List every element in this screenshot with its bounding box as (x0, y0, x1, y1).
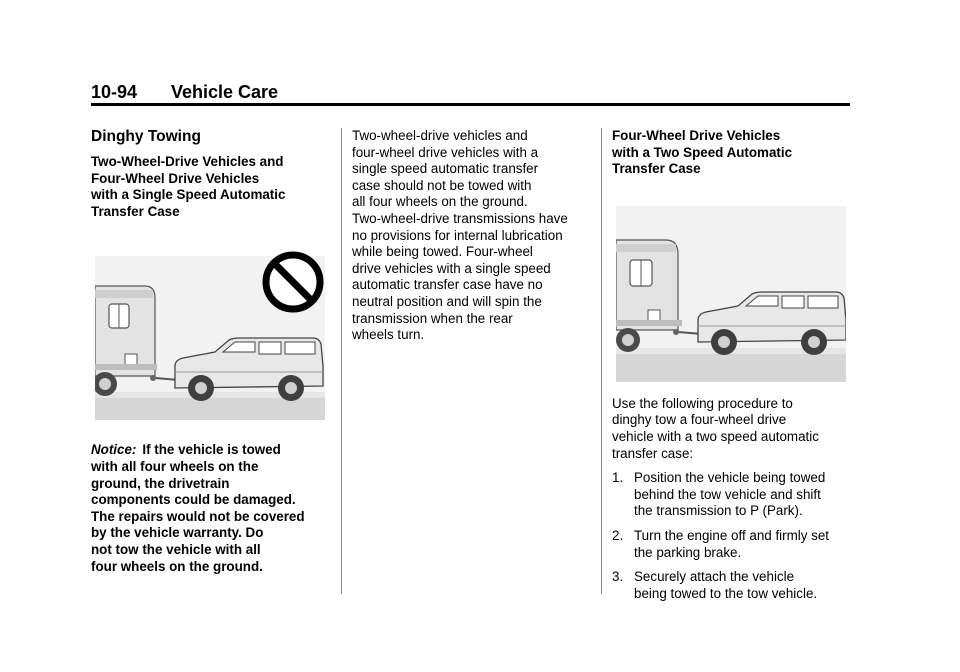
step-number: 1. (612, 470, 624, 486)
header-rule (91, 103, 850, 106)
illustration-no-dinghy-towing (95, 248, 325, 420)
page-header (91, 80, 851, 106)
step-text: Securely attach the vehicle being towed to the tow vehicle. (634, 569, 818, 601)
list-item (612, 528, 852, 561)
step-text: Turn the engine off and firmly set the parking brake. (634, 527, 830, 560)
subsection-heading: Two-Wheel-Drive Vehicles and Four-Wheel Drive Vehicles with a Single Speed Automatic Transfer Case (91, 154, 286, 219)
column-divider (341, 128, 342, 594)
notice-block (91, 442, 327, 575)
subsection-heading: Four-Wheel Drive Vehicles with a Two Speed Automatic Transfer Case (612, 128, 793, 177)
section-heading: Dinghy Towing (91, 128, 201, 145)
column-middle (352, 128, 592, 344)
column-divider (601, 128, 602, 594)
section-title: Vehicle Care (171, 82, 279, 102)
notice-label: Notice: (91, 442, 137, 458)
list-item (612, 470, 852, 520)
body-paragraph: Two-wheel-drive vehicles and four-wheel drive vehicles with a single speed automatic transfer case should not be towed with all four wheels on the ground. Two-wheel-drive transmissions have no provisions for internal lubrication while being towed. Four-wheel drive vehicles with a single speed automatic transfer case have no neutral position and will spin the transmission when the rear wheels turn. (352, 128, 568, 343)
illustration-dinghy-towing (616, 206, 846, 382)
intro-paragraph: Use the following procedure to dinghy tow a four-wheel drive vehicle with a two speed automatic transfer case: (612, 395, 819, 461)
procedure-steps (612, 470, 852, 602)
column-right (612, 128, 852, 610)
list-item (612, 569, 852, 602)
step-text: Position the vehicle being towed behind the tow vehicle and shift the transmission to P (Park). (634, 470, 826, 519)
notice-text: If the vehicle is towed with all four wheels on the ground, the drivetrain components could be damaged. The repairs would not be covered by the vehicle warranty. Do not tow the vehicle with all four wheels on the ground. (91, 442, 305, 574)
column-left (91, 128, 327, 575)
prohibited-icon (266, 255, 320, 309)
page-number: 10-94 (91, 82, 138, 102)
step-number: 2. (612, 527, 624, 543)
step-number: 3. (612, 569, 624, 585)
